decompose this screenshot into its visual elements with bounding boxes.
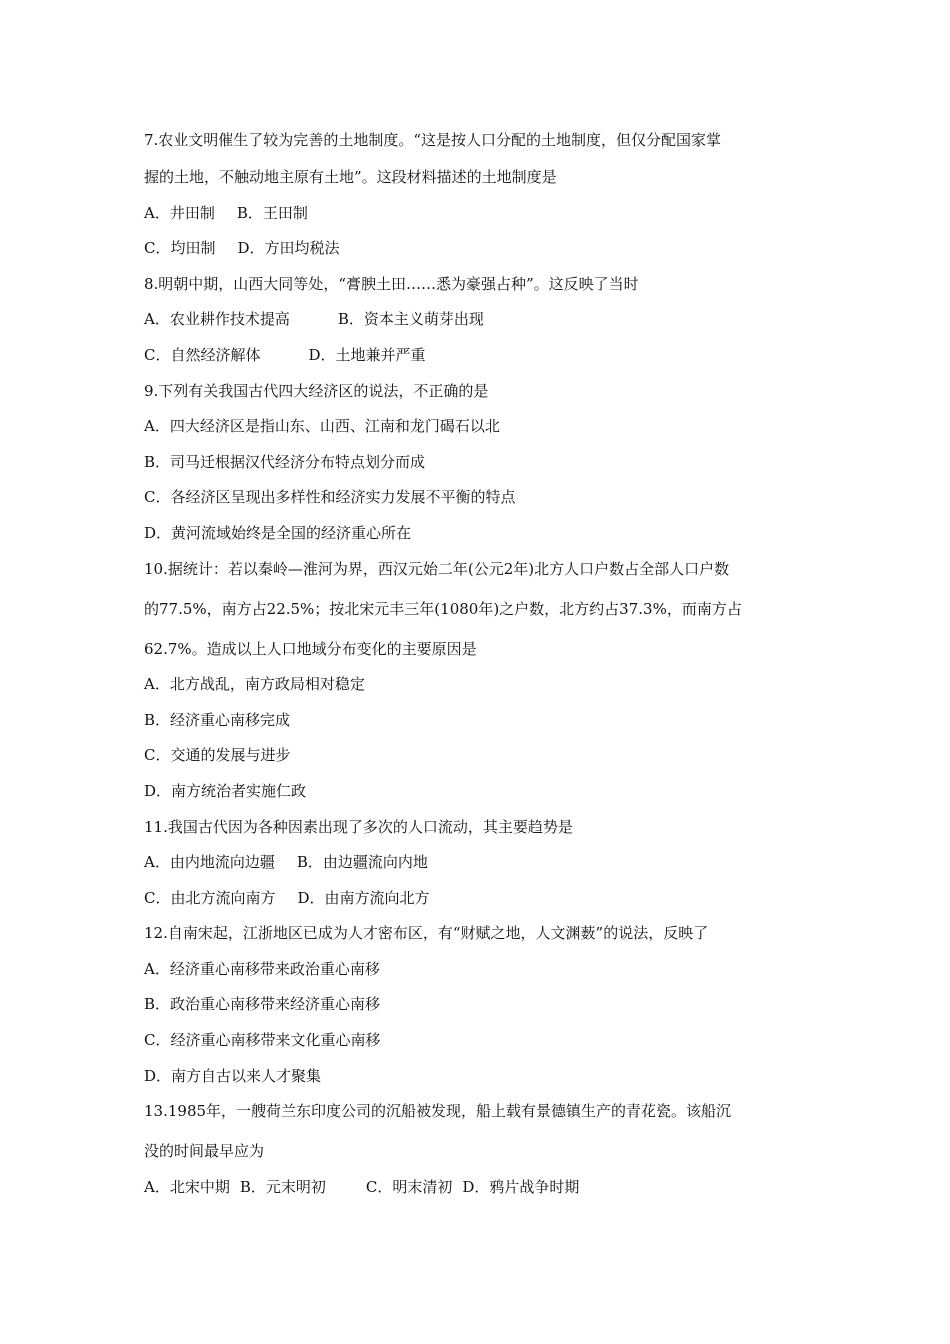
question-10-option-c: C．交通的发展与进步 bbox=[144, 746, 291, 765]
question-7-options-row-1 bbox=[144, 196, 814, 232]
question-13-options-row-1 bbox=[144, 1170, 814, 1206]
option-d: D．由南方流向北方 bbox=[297, 888, 430, 907]
option-c: C．由北方流向南方 bbox=[144, 888, 276, 907]
option-a: A．井田制 bbox=[144, 203, 215, 222]
question-12-option-a: A．经济重心南移带来政治重心南移 bbox=[144, 959, 380, 978]
question-9-option-a: A．四大经济区是指山东、山西、江南和龙门碣石以北 bbox=[144, 417, 500, 436]
option-b: B．资本主义萌芽出现 bbox=[337, 310, 484, 329]
question-8-stem-line-1: 8.明朝中期，山西大同等处，“膏腴土田……悉为豪强占种”。这反映了当时 bbox=[144, 274, 639, 293]
question-10-option-a: A．北方战乱，南方政局相对稳定 bbox=[144, 675, 365, 694]
question-12-option-c: C．经济重心南移带来文化重心南移 bbox=[144, 1031, 381, 1050]
option-c: C．均田制 bbox=[144, 239, 216, 258]
question-10-stem-line-1: 10.据统计：若以秦岭—淮河为界，西汉元始二年(公元2年)北方人口户数占全部人口户数 bbox=[144, 559, 730, 578]
question-11-options-row-2 bbox=[144, 881, 814, 917]
option-b: B．由边疆流向内地 bbox=[296, 853, 428, 872]
option-d: D．鸦片战争时期 bbox=[462, 1177, 580, 1196]
question-9-option-c: C．各经济区呈现出多样性和经济实力发展不平衡的特点 bbox=[144, 488, 516, 507]
question-7-stem-line-2: 握的土地，不触动地主原有土地”。这段材料描述的土地制度是 bbox=[144, 168, 557, 186]
option-b: B．元末明初 bbox=[239, 1177, 326, 1196]
question-10-stem-line-3: 62.7%。造成以上人口地域分布变化的主要原因是 bbox=[144, 639, 477, 658]
question-11-stem-line-1: 11.我国古代因为各种因素出现了多次的人口流动，其主要趋势是 bbox=[144, 817, 573, 836]
question-7-stem-line-1: 7.农业文明催生了较为完善的土地制度。“这是按人口分配的土地制度，但仅分配国家掌 bbox=[144, 131, 721, 149]
question-9-option-d: D．黄河流域始终是全国的经济重心所在 bbox=[144, 523, 412, 542]
question-list bbox=[144, 120, 814, 1205]
option-a: A．由内地流向边疆 bbox=[144, 853, 275, 872]
question-12-stem-line-1: 12.自南宋起，江浙地区已成为人才密布区，有“财赋之地，人文渊薮”的说法，反映了 bbox=[144, 924, 709, 943]
question-7-options-row-2 bbox=[144, 231, 814, 267]
option-d: D．方田均税法 bbox=[237, 239, 340, 258]
option-a: A．北宋中期 bbox=[144, 1177, 230, 1196]
option-a: A．农业耕作技术提高 bbox=[144, 310, 290, 329]
question-10-option-d: D．南方统治者实施仁政 bbox=[144, 781, 307, 800]
option-d: D．土地兼并严重 bbox=[308, 345, 426, 364]
option-b: B．王田制 bbox=[236, 203, 308, 222]
question-9-option-b: B．司马迁根据汉代经济分布特点划分而成 bbox=[144, 452, 426, 471]
question-8-options-row-1 bbox=[144, 302, 814, 338]
question-10-option-b: B．经济重心南移完成 bbox=[144, 710, 291, 729]
question-13-stem-line-1: 13.1985年，一艘荷兰东印度公司的沉船被发现，船上载有景德镇生产的青花瓷。该船沉 bbox=[144, 1102, 732, 1121]
question-10-stem-line-2: 的77.5%，南方占22.5%；按北宋元丰三年(1080年)之户数，北方约占37.3%，而南方占 bbox=[144, 599, 742, 618]
question-12-option-d: D．南方自古以来人才聚集 bbox=[144, 1066, 322, 1085]
question-11-options-row-1 bbox=[144, 845, 814, 881]
option-c: C．明末清初 bbox=[365, 1177, 453, 1196]
question-13-stem-line-2: 没的时间最早应为 bbox=[144, 1142, 265, 1161]
question-12-option-b: B．政治重心南移带来经济重心南移 bbox=[144, 995, 381, 1014]
option-c: C．自然经济解体 bbox=[144, 345, 261, 364]
question-8-options-row-2 bbox=[144, 338, 814, 374]
question-9-stem-line-1: 9.下列有关我国古代四大经济区的说法，不正确的是 bbox=[144, 381, 489, 400]
